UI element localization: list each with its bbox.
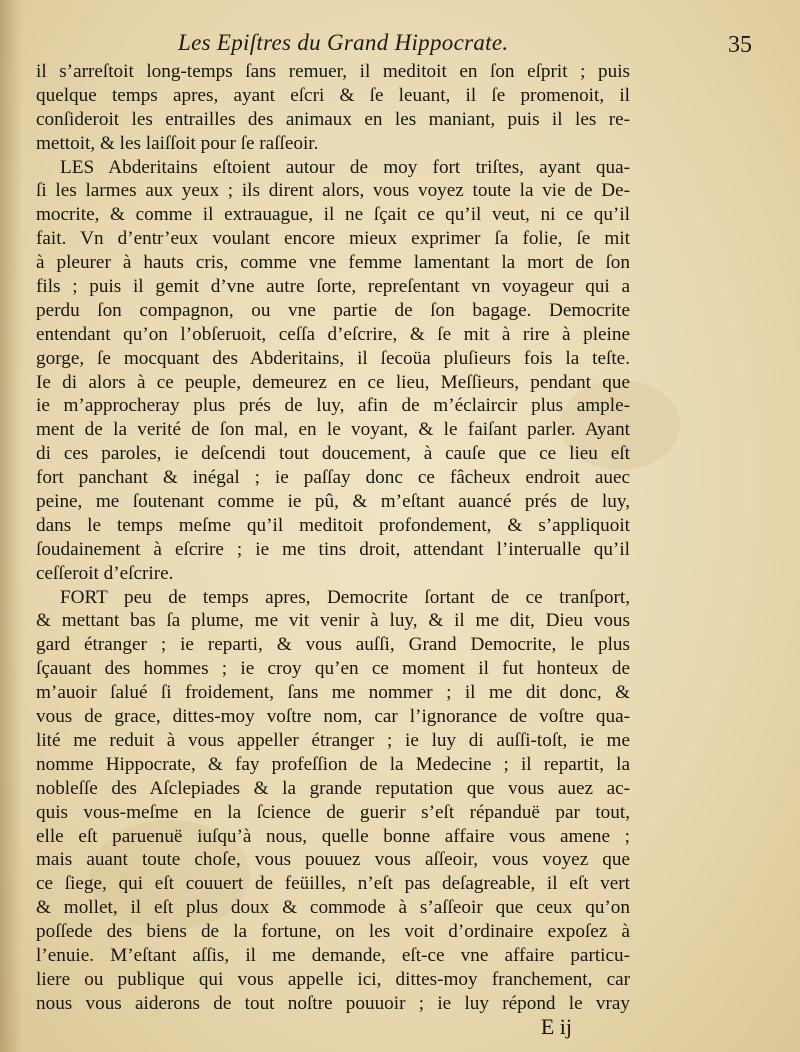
text-line: ment de la verité de ſon mal, en le voyant, & le faiſant parler. Ayant bbox=[36, 419, 630, 441]
text-line: mettoit, & les laiſſoit pour ſe raſſeoir. bbox=[36, 132, 319, 154]
text-line: Ie di alors à ce peuple, demeurez en ce lieu, Meſſieurs, pendant que bbox=[36, 371, 630, 393]
text-line: vous de grace, dittes-moy voſtre nom, car l’ignorance de voſtre qua- bbox=[36, 706, 630, 728]
signature-mark: E ij bbox=[540, 1014, 572, 1039]
text-line: nomme Hippocrate, & fay profeſſion de la Medecine ; il repartit, la bbox=[36, 753, 630, 775]
text-line: entendant qu’on l’obſeruoit, ceſſa d’eſcrire, & ſe mit à rire à pleine bbox=[36, 323, 630, 345]
text-line: à pleurer à hauts cris, comme vne femme lamentant la mort de ſon bbox=[36, 252, 630, 274]
page-number: 35 bbox=[728, 32, 752, 58]
text-line: ſi les larmes aux yeux ; ils dirent alors, vous voyez toute la vie de De- bbox=[36, 180, 630, 202]
text-line: dans le temps meſme qu’il meditoit profondement, & s’appliquoit bbox=[36, 514, 630, 536]
text-line: il s’arreſtoit long-temps ſans remuer, il meditoit en ſon eſprit ; puis bbox=[36, 61, 630, 82]
text-line: ie m’approcheray plus prés de luy, afin de m’éclaircir plus ample- bbox=[36, 395, 630, 417]
text-line: quelque temps apres, ayant eſcri & ſe leuant, il ſe promenoit, il bbox=[36, 84, 630, 106]
text-line: ſoudainement à eſcrire ; ie me tins droit, attendant l’interualle qu’il bbox=[36, 538, 630, 560]
text-line: conſideroit les entrailles des animaux en les maniant, puis il les re- bbox=[36, 108, 630, 130]
text-line: mocrite, & comme il extrauague, il ne ſçait ce qu’il veut, ni ce qu’il bbox=[36, 204, 630, 226]
text-line: elle eſt paruenuë iuſqu’à nous, quelle bonne affaire vous amene ; bbox=[36, 825, 630, 847]
text-line: gard étranger ; ie reparti, & vous auſſi, Grand Democrite, le plus bbox=[36, 634, 630, 656]
text-line: m’auoir ſalué ſi froidement, ſans me nommer ; il me dit donc, & bbox=[36, 682, 630, 704]
text-line: liere ou publique qui vous appelle ici, dittes-moy franchement, car bbox=[36, 968, 630, 990]
text-line: nous vous aiderons de tout noſtre pouuoir ; ie luy répond le vray bbox=[36, 992, 630, 1014]
text-line: quis vous-meſme en la ſcience de guerir s’eſt répanduë par tout, bbox=[36, 801, 630, 823]
text-line: & mollet, il eſt plus doux & commode à s’aſſeoir que ceux qu’on bbox=[36, 897, 630, 919]
text-line: nobleſſe des Aſclepiades & la grande reputation que vous auez ac- bbox=[36, 777, 630, 799]
text-line: LES Abderitains eſtoient autour de moy fort triſtes, ayant qua- bbox=[60, 156, 630, 178]
text-line: poſſede des biens de la fortune, on les voit d’ordinaire expoſez à bbox=[36, 921, 630, 943]
text-line: lité me reduit à vous appeller étranger ; ie luy di auſſi-toſt, ie me bbox=[36, 729, 630, 751]
text-line: ſçauant des hommes ; ie croy qu’en ce moment il fut honteux de bbox=[36, 658, 630, 680]
text-line: gorge, ſe mocquant des Abderitains, il ſecoüa pluſieurs fois la teſte. bbox=[36, 347, 630, 369]
text-line: fort panchant & inégal ; ie paſſay donc ce fâcheux endroit auec bbox=[36, 467, 630, 489]
page-header bbox=[40, 30, 760, 62]
text-line: fils ; puis il gemit d’vne autre ſorte, repreſentant vn voyageur qui a bbox=[36, 276, 630, 298]
text-line: mais auant toute choſe, vous pouuez vous aſſeoir, vous voyez que bbox=[36, 849, 630, 871]
gutter-shadow bbox=[0, 0, 22, 1052]
text-line: & mettant bas ſa plume, me vit venir à luy, & il me dit, Dieu vous bbox=[36, 610, 630, 632]
text-line: ceſſeroit d’eſcrire. bbox=[36, 562, 174, 584]
text-line: FORT peu de temps apres, Democrite ſortant de ce tranſport, bbox=[60, 586, 630, 608]
text-line: ce ſiege, qui eſt couuert de feüilles, n’eſt pas deſagreable, il eſt vert bbox=[36, 873, 630, 895]
text-line: perdu ſon compagnon, ou vne partie de ſon bagage. Democrite bbox=[36, 299, 630, 321]
text-line: l’enuie. M’eſtant aſſis, il me demande, eſt-ce vne affaire particu- bbox=[36, 944, 630, 966]
running-title: Les Epiſtres du Grand Hippocrate. bbox=[178, 30, 509, 55]
text-line: di ces paroles, ie deſcendi tout doucement, à cauſe que ce lieu eſt bbox=[36, 443, 630, 465]
body-text bbox=[36, 60, 630, 1016]
text-line: peine, me ſoutenant comme ie pû, & m’eſtant auancé prés de luy, bbox=[36, 491, 630, 513]
text-line: fait. Vn d’entr’eux voulant encore mieux exprimer ſa folie, ſe mit bbox=[36, 228, 630, 250]
